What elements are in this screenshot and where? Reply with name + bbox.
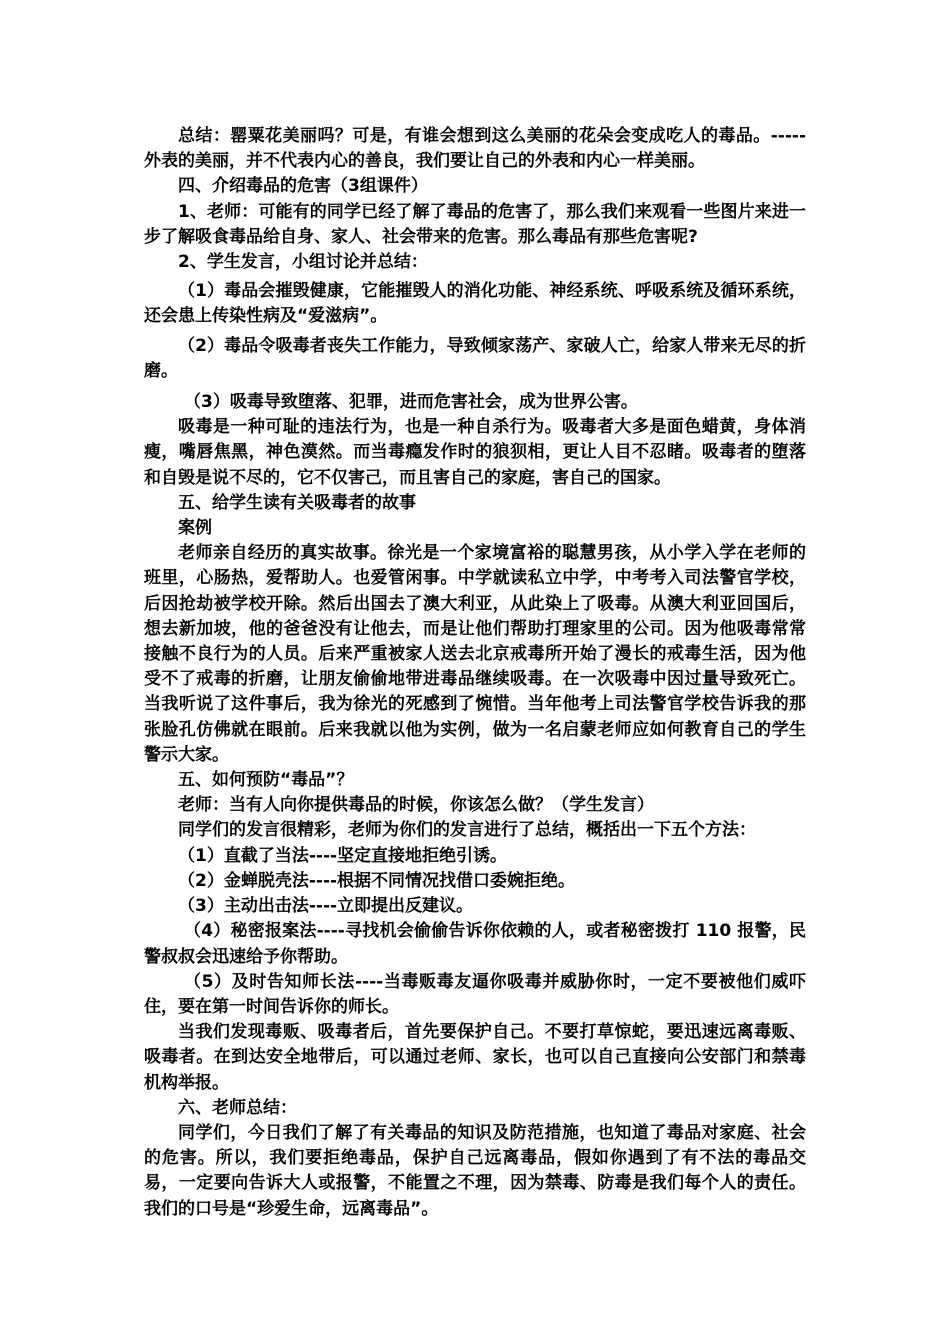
- harm-item-2: （2）毒品令吸毒者丧失工作能力，导致倾家荡产、家破人亡，给家人带来无尽的折磨。: [144, 335, 806, 381]
- methods-intro: 同学们的发言很精彩，老师为你们的发言进行了总结，概括出一下五个方法：: [178, 820, 756, 841]
- drug-harm-paragraph: 吸毒是一种可耻的违法行为，也是一种自杀行为。吸毒者大多是面色蜡黄，身体消瘦，嘴唇焦黑，神色漠然。而当毒瘾发作时的狼狈相，更让人目不忍睹。吸毒者的堕落和自毁是说不尽的，它不仅害己，而且害自己的家庭，害自己的国家。: [144, 417, 806, 488]
- section-heading-5-story: 五、给学生读有关吸毒者的故事: [178, 492, 416, 513]
- teacher-summary-paragraph: 同学们，今日我们了解了有关毒品的知识及防范措施，也知道了毒品对家庭、社会的危害。所以，我们要拒绝毒品，保护自己远离毒品，假如你遇到了有不法的毒品交易，一定要向告诉大人或报警，不能置之不理，因为禁毒、防毒是我们每个人的责任。我们的口号是“珍爱生命，远离毒品”。: [144, 1122, 806, 1219]
- harm-item-3: （3）吸毒导致堕落、犯罪，进而危害社会，成为世界公害。: [184, 392, 638, 413]
- method-item-3: （3）主动出击法----立即提出反建议。: [178, 896, 474, 917]
- student-discussion-heading: 2、学生发言，小组讨论并总结：: [178, 252, 428, 273]
- section-heading-5-prevent: 五、如何预防“毒品”？: [178, 770, 354, 791]
- section-heading-4: 四、介绍毒品的危害（3组课件）: [178, 176, 428, 197]
- method-item-5: （5）及时告知师长法----当毒贩毒友逼你吸毒并威胁你时，一定不要被他们威吓住，要在第一时间告诉你的师长。: [144, 971, 806, 1017]
- teacher-paragraph: 1、老师：可能有的同学已经了解了毒品的危害了，那么我们来观看一些图片来进一步了解吸食毒品给自身、家人、社会带来的危害。那么毒品有那些危害呢?: [144, 201, 806, 247]
- self-protection-paragraph: 当我们发现毒贩、吸毒者后，首先要保护自己。不要打草惊蛇，要迅速远离毒贩、吸毒者。在到达安全地带后，可以通过老师、家长，也可以自己直接向公安部门和禁毒机构举报。: [144, 1022, 806, 1093]
- document-body: [144, 124, 806, 1222]
- teacher-question: 老师：当有人向你提供毒品的时候，你该怎么做？（学生发言）: [178, 795, 654, 816]
- case-story-paragraph: 老师亲自经历的真实故事。徐光是一个家境富裕的聪慧男孩，从小学入学在老师的班里，心肠热，爱帮助人。也爱管闲事。中学就读私立中学，中考考入司法警官学校，后因抢劫被学校开除。然后出国去了澳大利亚，从此染上了吸毒。从澳大利亚回国后，想去新加坡，他的爸爸没有让他去，而是让他们帮助打理家里的公司。因为他吸毒常常接触不良行为的人员。后来严重被家人送去北京戒毒所开始了漫长的戒毒生活，因为他受不了戒毒的折磨，让朋友偷偷地带进毒品继续吸毒。在一次吸毒中因过量导致死亡。当我听说了这件事后，我为徐光的死感到了惋惜。当年他考上司法警官学校告诉我的那张脸孔仿佛就在眼前。后来我就以他为实例，做为一名启蒙老师应如何教育自己的学生警示大家。: [144, 543, 806, 765]
- summary-paragraph: 总结：罂粟花美丽吗？可是，有谁会想到这么美丽的花朵会变成吃人的毒品。-----外表的美丽，并不代表内心的善良，我们要让自己的外表和内心一样美丽。: [144, 126, 806, 172]
- section-heading-6: 六、老师总结：: [178, 1097, 297, 1118]
- method-item-1: （1）直截了当法----坚定直接地拒绝引诱。: [178, 845, 508, 866]
- method-item-4: （4）秘密报案法----寻找机会偷偷告诉你依赖的人，或者秘密拨打 110 报警，民警叔叔会迅速给予你帮助。: [144, 921, 806, 967]
- case-label: 案例: [178, 518, 212, 539]
- method-item-2: （2）金蝉脱壳法----根据不同情况找借口委婉拒绝。: [178, 870, 576, 891]
- harm-item-1: （1）毒品会摧毁健康，它能摧毁人的消化功能、神经系统、呼吸系统及循环系统，还会患上传染性病及“爱滋病”。: [144, 281, 806, 327]
